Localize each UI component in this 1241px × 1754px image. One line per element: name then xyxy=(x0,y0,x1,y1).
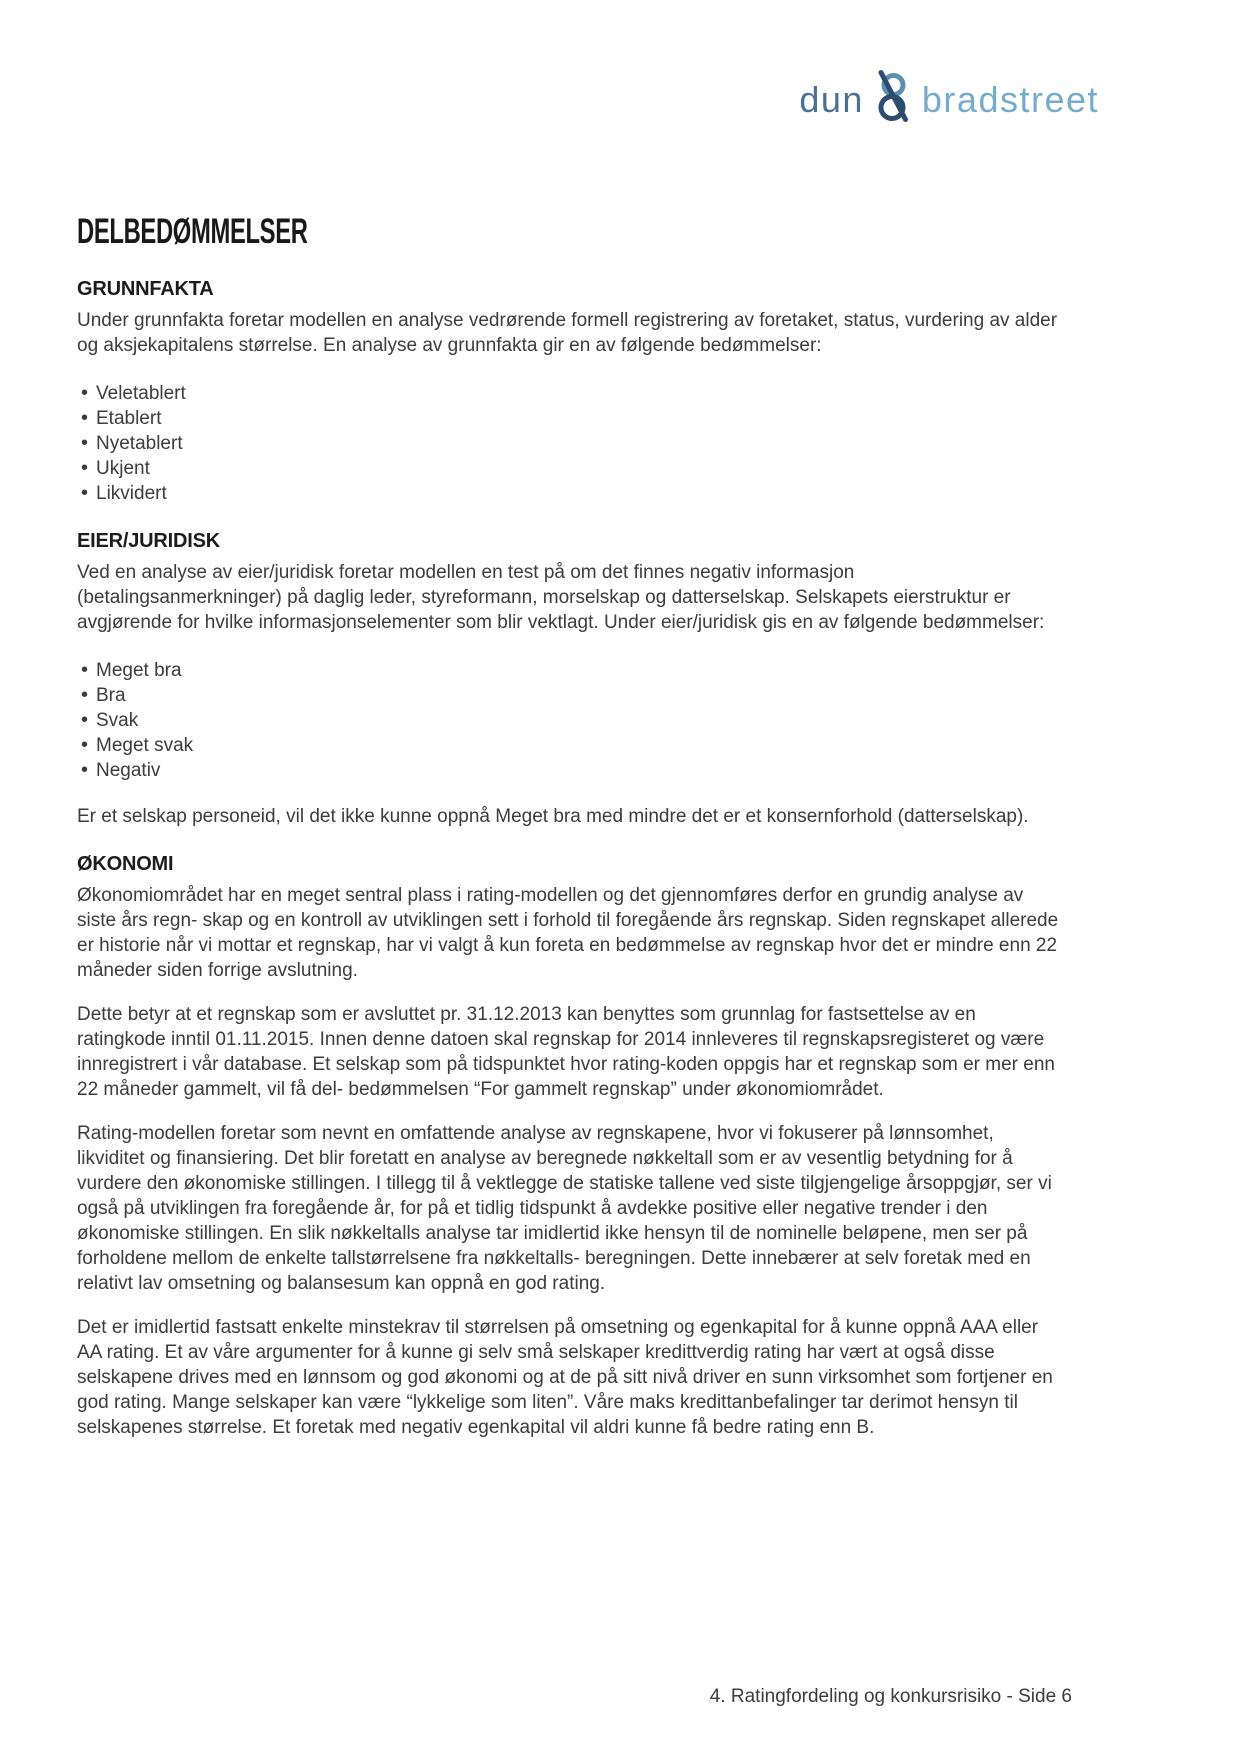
list-item: • Nyetablert xyxy=(79,431,1101,456)
body-paragraph: Rating-modellen foretar som nevnt en omfattende analyse av regnskapene, hvor vi fokuserer på lønnsomhet, likviditet og finansiering. Det blir foretatt en analyse av beregnede nøkkeltall som er av vesentlig betydning for å vurdere den økonomiske stillingen. I tillegg til å vektlegge de statiske tallene ved siste tilgjengelige årsoppgjør, ser vi også på utviklingen fra foregående år, for på et tidlig tidspunkt å avdekke positive eller negative trender i den økonomiske stillingen. En slik nøkkeltalls analyse tar imidlertid ikke hensyn til de nominelle beløpene, men ser på forholdene mellom de enkelte tallstørrelsene fra nøkkeltalls- beregningen. Dette innebærer at selv foretak med en relativt lav omsetning og balansesum kan oppnå en god rating. xyxy=(77,1123,1052,1294)
list-item: • Etablert xyxy=(79,406,1101,431)
section-okonomi xyxy=(77,852,1101,1440)
section-heading-grunnfakta: GRUNNFAKTA xyxy=(77,278,214,300)
section-intro: Ved en analyse av eier/juridisk foretar modellen en test på om det finnes negativ informasjon (betalingsanmerkninger) på daglig leder, styreformann, morselskap og datterselskap. Selskapets eierstruktur er avgjørende for hvilke informasjonselementer som blir vektlagt. Under eier/juridisk gis en av følgende bedømmelser: xyxy=(77,562,1045,633)
section-heading-eier-juridisk: EIER/JURIDISK xyxy=(77,530,220,552)
document-content xyxy=(0,210,1241,1440)
page-footer xyxy=(710,1684,1072,1709)
logo-text-dun: dun xyxy=(799,79,864,120)
list-item: • Likvidert xyxy=(79,481,1101,506)
ampersand-icon xyxy=(873,70,913,122)
logo-text-bradstreet: bradstreet xyxy=(921,79,1099,120)
list-item: • Meget bra xyxy=(79,658,1101,683)
bullet-list xyxy=(77,381,1101,506)
body-paragraph: Det er imidlertid fastsatt enkelte minstekrav til størrelsen på omsetning og egenkapital for å kunne oppnå AAA eller AA rating. Et av våre argumenter for å kunne gi selv små selskaper kredittverdig rating har vært at også disse selskapene drives med en lønnsom og god økonomi og at de på sitt nivå driver en sunn virksomhet som fortjener en god rating. Mange selskaper kan være “lykkelige som liten”. Våre maks kredittanbefalinger tar derimot hensyn til selskapenes størrelse. Et foretak med negativ egenkapital vil aldri kunne få bedre rating enn B. xyxy=(77,1317,1053,1438)
section-intro: Under grunnfakta foretar modellen en analyse vedrørende formell registrering av foretaket, status, vurdering av alder og aksjekapitalens størrelse. En analyse av grunnfakta gir en av følgende bedømmelser: xyxy=(77,310,1058,356)
body-paragraph: Dette betyr at et regnskap som er avsluttet pr. 31.12.2013 kan benyttes som grunnlag for fastsettelse av en ratingkode inntil 01.11.2015. Innen denne datoen skal regnskap for 2014 innleveres til regnskapsregisteret og være innregistrert i vår database. Et selskap som på tidspunktet hvor rating-koden oppgis har et regnskap som er mer enn 22 måneder gammelt, vil få del- bedømmelsen “For gammelt regnskap” under økonomiområdet. xyxy=(77,1004,1055,1100)
list-item: • Negativ xyxy=(79,758,1101,783)
section-heading-okonomi: ØKONOMI xyxy=(77,853,174,875)
section-eier-juridisk xyxy=(77,529,1101,829)
list-item: • Bra xyxy=(79,683,1101,708)
list-item: • Svak xyxy=(79,708,1101,733)
footer-text: 4. Ratingfordeling og konkursrisiko - Side 6 xyxy=(709,1686,1072,1707)
section-grunnfakta xyxy=(77,277,1101,506)
body-paragraph: Økonomiområdet har en meget sentral plass i rating-modellen og det gjennomføres derfor en grundig analyse av siste års regn- skap og en kontroll av utviklingen sett i forhold til foregående års regnskap. Siden regnskapet allerede er historie når vi mottar et regnskap, har vi valgt å kun foreta en bedømmelse av regnskap hvor det er mindre enn 22 måneder siden forrige avslutning. xyxy=(77,885,1059,981)
list-item: • Ukjent xyxy=(79,456,1101,481)
brand-logo xyxy=(0,0,1241,122)
page-title: DELBEDØMMELSER xyxy=(77,212,308,251)
list-item: • Meget svak xyxy=(79,733,1101,758)
section-note: Er et selskap personeid, vil det ikke kunne oppnå Meget bra med mindre det er et konsernforhold (datterselskap). xyxy=(77,806,1029,827)
bullet-list xyxy=(77,658,1101,783)
list-item: • Veletablert xyxy=(79,381,1101,406)
